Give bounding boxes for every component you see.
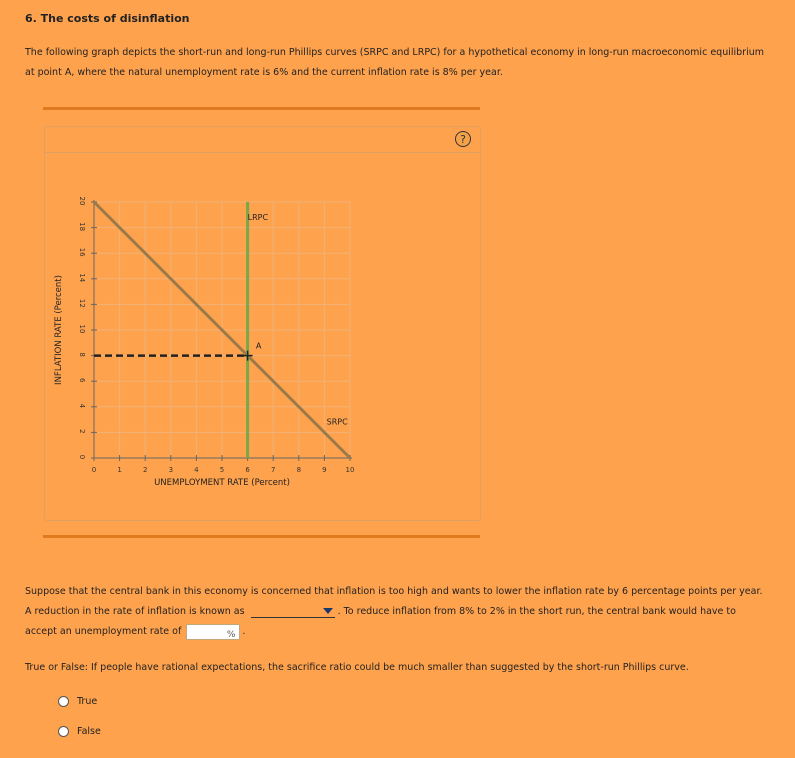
chevron-down-icon	[323, 608, 333, 614]
term-dropdown[interactable]	[251, 605, 335, 618]
y-tick-label: 0	[78, 454, 86, 460]
x-tick-label: 1	[117, 466, 122, 474]
x-tick-label: 3	[168, 466, 174, 474]
option-true-label: True	[77, 696, 98, 707]
page-title: 6. The costs of disinflation	[25, 12, 190, 25]
y-tick-label: 8	[78, 352, 86, 357]
graph-panel	[44, 126, 481, 521]
phillips-curve-chart[interactable]	[45, 127, 480, 520]
unemployment-rate-unit: %	[226, 629, 236, 640]
y-tick-label: 16	[78, 247, 86, 257]
option-false-label: False	[77, 726, 101, 737]
x-tick-label: 4	[194, 466, 199, 474]
disinflation-question	[25, 582, 765, 642]
x-tick-label: 7	[270, 466, 276, 474]
top-divider	[43, 107, 480, 110]
option-false[interactable]	[58, 726, 101, 737]
lrpc-label: LRPC	[247, 212, 269, 222]
y-axis-title: INFLATION RATE (Percent)	[54, 275, 64, 385]
x-tick-label: 0	[91, 466, 97, 474]
y-tick-label: 12	[78, 298, 86, 308]
x-tick-label: 9	[322, 466, 327, 474]
unemployment-rate-input[interactable]	[186, 624, 240, 640]
intro-text: The following graph depicts the short-run and long-run Phillips curves (SRPC and LRPC) for a hypothetical economy in long-run macroeconomic equilibrium at point A, where the natural unemployment rate is 6% and the current inflation rate is 8% per year.	[25, 47, 764, 78]
point-a-label: A	[255, 341, 262, 351]
srpc-label: SRPC	[326, 417, 348, 427]
true-false-question: True or False: If people have rational expectations, the sacrifice ratio could be much smaller than suggested by the short-run Phillips curve.	[25, 662, 689, 673]
x-axis-title: UNEMPLOYMENT RATE (Percent)	[154, 478, 290, 488]
radio-false[interactable]	[58, 726, 69, 737]
option-true[interactable]	[58, 696, 97, 707]
x-tick-label: 2	[142, 466, 148, 474]
y-tick-label: 2	[78, 429, 86, 434]
x-tick-label: 10	[345, 466, 355, 474]
y-tick-label: 6	[78, 377, 86, 383]
question-part3: .	[242, 626, 246, 637]
help-icon: ?	[460, 132, 466, 146]
y-tick-label: 14	[78, 273, 86, 283]
y-tick-label: 18	[78, 222, 86, 232]
y-tick-label: 4	[78, 403, 86, 409]
x-tick-label: 8	[296, 466, 302, 474]
question-part2: . To reduce inflation from 8% to 2% in the short run, the central bank would have to accept an unemployment rate of	[25, 606, 736, 637]
y-tick-label: 20	[78, 196, 86, 206]
x-tick-label: 5	[219, 466, 225, 474]
y-tick-label: 10	[78, 324, 86, 334]
x-tick-label: 6	[245, 466, 250, 474]
radio-true[interactable]	[58, 696, 69, 707]
bottom-divider	[43, 535, 480, 538]
question-part1: Suppose that the central bank in this economy is concerned that inflation is too high and wants to lower the inflation rate by 6 percentage points per year. A reduction in the rate of inflation is known as	[25, 586, 763, 617]
